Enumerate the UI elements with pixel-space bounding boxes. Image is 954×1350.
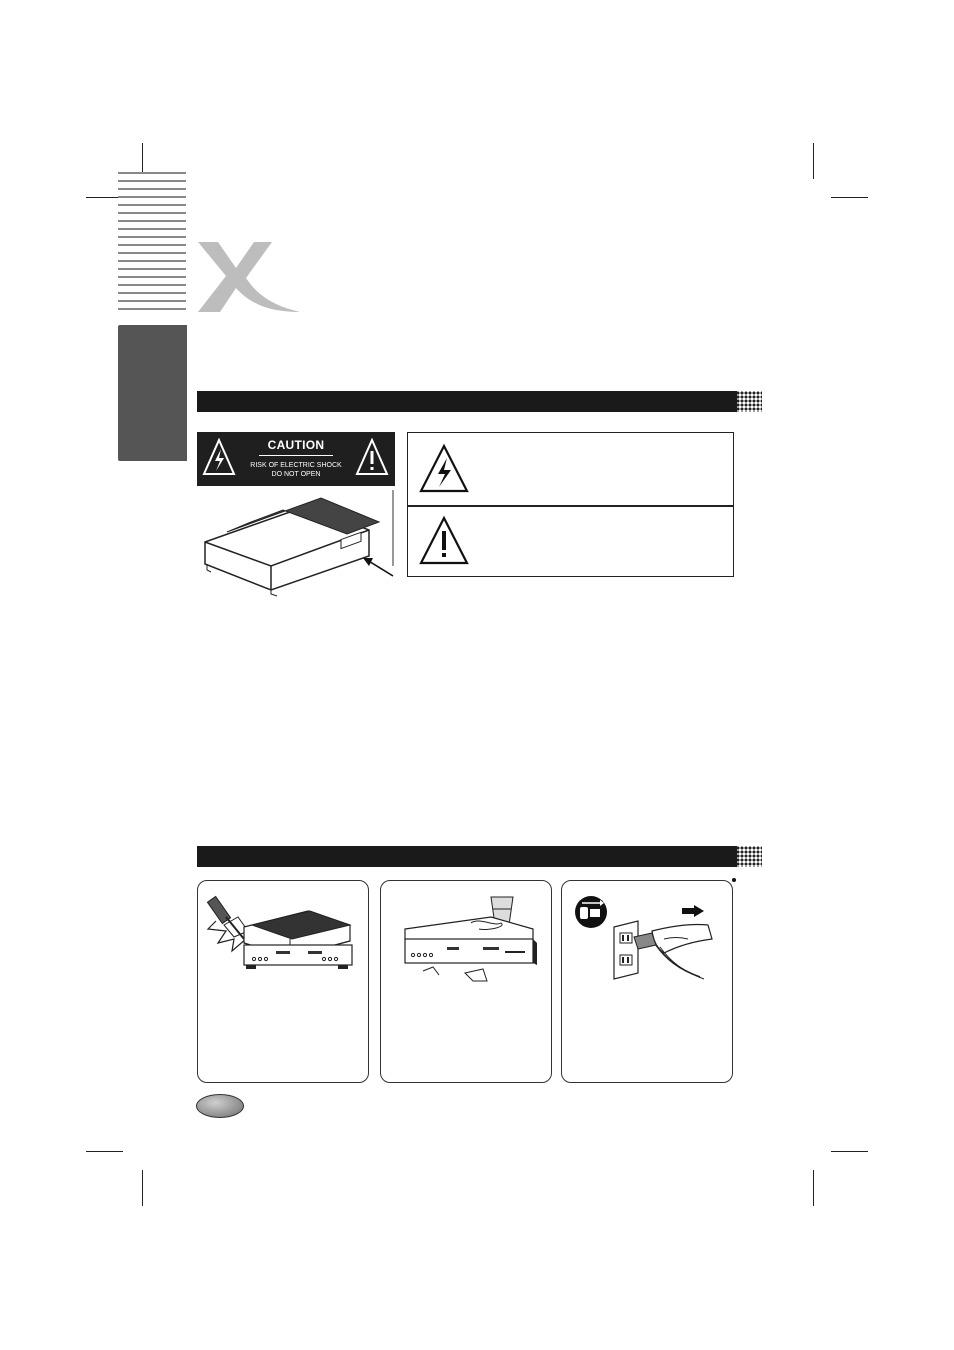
exclamation-triangle-icon xyxy=(418,515,470,567)
section-bar-top-dots xyxy=(736,391,762,412)
warning-symbols-box xyxy=(407,432,734,577)
arrow-right-icon xyxy=(682,905,704,917)
wall-outlet-plug-illustration xyxy=(608,919,718,983)
device-back-illustration xyxy=(197,488,407,598)
unplug-icon xyxy=(574,895,608,929)
section-bar-bottom-dots xyxy=(736,846,762,867)
caution-label xyxy=(197,432,395,486)
liquid-spill-illustration xyxy=(387,887,545,987)
crop-mark-bottom-left-vertical xyxy=(142,1170,143,1206)
section-bar-bottom xyxy=(197,846,737,867)
brand-x-logo xyxy=(196,240,302,314)
crop-mark-bottom-left-horizontal xyxy=(86,1151,123,1152)
caution-rule xyxy=(259,455,333,456)
crop-mark-top-right-vertical xyxy=(813,143,814,179)
illustration-panel-no-open xyxy=(197,880,369,1083)
crop-mark-top-right-horizontal xyxy=(831,197,868,198)
section-tab xyxy=(118,325,187,461)
screwdriver-shock-illustration xyxy=(204,887,362,977)
exclamation-triangle-icon xyxy=(355,438,389,476)
caution-title: CAUTION xyxy=(267,438,325,452)
caution-line-2: DO NOT OPEN xyxy=(271,471,321,478)
bullet-dot xyxy=(732,878,736,882)
caution-line-1: RISK OF ELECTRIC SHOCK xyxy=(250,462,342,469)
crop-mark-bottom-right-horizontal xyxy=(831,1151,868,1152)
page-number-badge xyxy=(196,1094,244,1118)
warning-divider xyxy=(408,505,733,507)
illustration-panel-unplug xyxy=(561,880,733,1083)
lightning-triangle-icon xyxy=(418,443,470,495)
side-stripes xyxy=(118,172,186,314)
crop-mark-bottom-right-vertical xyxy=(813,1170,814,1206)
illustration-panel-no-liquid xyxy=(380,880,552,1083)
section-bar-top xyxy=(197,391,737,412)
